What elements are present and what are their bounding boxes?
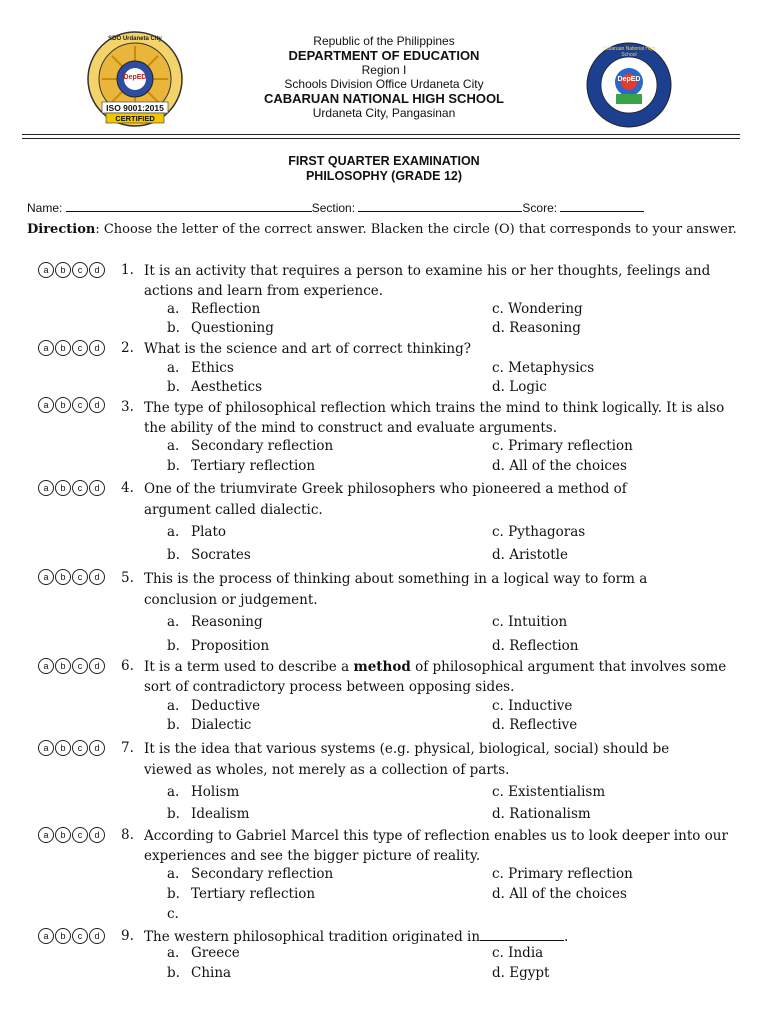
- option-b: b. Proposition: [167, 638, 270, 654]
- option-b: b. Questioning: [167, 320, 274, 336]
- option-d: d. Egypt: [492, 965, 550, 981]
- student-info-row: [27, 200, 644, 215]
- question-number: 9.: [121, 928, 134, 944]
- option-b-text: Socrates: [191, 547, 251, 563]
- question-number: 2.: [121, 340, 134, 356]
- score-label: Score:: [522, 201, 558, 215]
- name-field[interactable]: [66, 200, 312, 212]
- seal-badge-text: DepED: [123, 74, 147, 81]
- bubble-d[interactable]: d: [89, 658, 105, 674]
- section-label: Section:: [311, 201, 356, 215]
- bubble-c[interactable]: c: [72, 340, 88, 356]
- bubble-d[interactable]: d: [89, 740, 105, 756]
- option-a-text: Reflection: [191, 301, 261, 317]
- exam-subject: PHILOSOPHY (GRADE 12): [305, 169, 463, 183]
- fill-in-blank[interactable]: [480, 928, 564, 941]
- bubble-c[interactable]: c: [72, 262, 88, 278]
- option-b-text: Dialectic: [191, 717, 252, 733]
- region-line: Region I: [361, 63, 407, 77]
- option-d: d. Logic: [492, 379, 547, 395]
- question-text: It is a term used to describe a method of philosophical argument that involves some sort of contradictory process between opposing sides.: [144, 659, 727, 695]
- division-line: Schools Division Office Urdaneta City: [284, 77, 484, 91]
- bubble-c[interactable]: c: [72, 658, 88, 674]
- option-a: a. Secondary reflection: [167, 438, 334, 454]
- option-a: a. Secondary reflection: [167, 866, 334, 882]
- option-b-text: Tertiary reflection: [191, 458, 316, 474]
- republic-line: Republic of the Philippines: [313, 34, 455, 48]
- option-d: d. Aristotle: [492, 547, 568, 563]
- bubble-a[interactable]: a: [38, 740, 54, 756]
- option-d: d. Reflective: [492, 717, 578, 733]
- school-location: Urdaneta City, Pangasinan: [312, 106, 456, 120]
- answer-bubbles-q5: [38, 569, 105, 585]
- direction-line: [27, 222, 737, 237]
- bubble-d[interactable]: d: [89, 569, 105, 585]
- score-field[interactable]: [560, 200, 644, 212]
- option-b: b. Tertiary reflection: [167, 886, 316, 902]
- option-b-text: Tertiary reflection: [191, 886, 316, 902]
- bubble-b[interactable]: b: [55, 480, 71, 496]
- question-text: One of the triumvirate Greek philosophers who pioneered a method of argument called dialectic.: [144, 481, 627, 518]
- question-text: It is the idea that various systems (e.g. physical, biological, social) should be viewed as wholes, not merely as a collection of parts.: [144, 741, 670, 778]
- option-a-text: Secondary reflection: [191, 438, 334, 454]
- option-b: b. Aesthetics: [167, 379, 263, 395]
- option-a: a. Plato: [167, 524, 227, 540]
- question-text: What is the science and art of correct thinking?: [144, 341, 471, 357]
- bubble-c[interactable]: c: [72, 740, 88, 756]
- bubble-d[interactable]: d: [89, 827, 105, 843]
- bubble-b[interactable]: b: [55, 262, 71, 278]
- option-d: d. Reasoning: [492, 320, 581, 336]
- bubble-a[interactable]: a: [38, 827, 54, 843]
- option-a: a. Greece: [167, 945, 240, 961]
- school-name: CABARUAN NATIONAL HIGH SCHOOL: [263, 91, 504, 106]
- school-seal-ring-text: Cabaruan National High School: [602, 46, 656, 58]
- bubble-d[interactable]: d: [89, 928, 105, 944]
- option-a: a. Reflection: [167, 301, 261, 317]
- option-d: d. Rationalism: [492, 806, 591, 822]
- name-label: Name:: [27, 201, 63, 215]
- option-b-text: Aesthetics: [191, 379, 263, 395]
- option-b-text: Idealism: [191, 806, 250, 822]
- option-b: b. Socrates: [167, 547, 251, 563]
- question-number: 7.: [121, 740, 134, 756]
- bubble-b[interactable]: b: [55, 340, 71, 356]
- bubble-b[interactable]: b: [55, 740, 71, 756]
- bubble-c[interactable]: c: [72, 569, 88, 585]
- question-number: 3.: [121, 399, 134, 415]
- bubble-a[interactable]: a: [38, 480, 54, 496]
- answer-bubbles-q6: [38, 658, 105, 674]
- school-seal-badge: DepED: [617, 76, 641, 83]
- option-b-text: Proposition: [191, 638, 270, 654]
- option-a: a. Ethics: [167, 360, 234, 376]
- option-c: c. Primary reflection: [492, 866, 633, 882]
- answer-bubbles-q7: [38, 740, 105, 756]
- bubble-a[interactable]: a: [38, 262, 54, 278]
- bubble-d[interactable]: d: [89, 397, 105, 413]
- stray-option-c: c.: [167, 906, 179, 922]
- bubble-b[interactable]: b: [55, 827, 71, 843]
- option-a-text: Ethics: [191, 360, 234, 376]
- keyword-method: method: [353, 659, 411, 675]
- answer-bubbles-q8: [38, 827, 105, 843]
- header-divider-bottom: [22, 138, 740, 139]
- option-b-text: China: [191, 965, 232, 981]
- option-a: a. Holism: [167, 784, 240, 800]
- bubble-b[interactable]: b: [55, 928, 71, 944]
- option-c: c. Inductive: [492, 698, 573, 714]
- bubble-b[interactable]: b: [55, 569, 71, 585]
- option-c: c. Existentialism: [492, 784, 606, 800]
- iso-label: ISO 9001:2015: [106, 103, 164, 113]
- header-divider-top: [22, 134, 740, 135]
- option-b: b. Tertiary reflection: [167, 458, 316, 474]
- option-a-text: Reasoning: [191, 614, 263, 630]
- option-d: d. All of the choices: [492, 886, 627, 902]
- question-number: 4.: [121, 480, 134, 496]
- question-number: 8.: [121, 827, 134, 843]
- bubble-b[interactable]: b: [55, 658, 71, 674]
- bubble-a[interactable]: a: [38, 658, 54, 674]
- bubble-c[interactable]: c: [72, 827, 88, 843]
- option-c: c. Intuition: [492, 614, 568, 630]
- bubble-a[interactable]: a: [38, 928, 54, 944]
- answer-bubbles-q1: [38, 262, 105, 278]
- answer-bubbles-q9: [38, 928, 105, 944]
- certified-label: CERTIFIED: [115, 114, 155, 123]
- bubble-c[interactable]: c: [72, 480, 88, 496]
- bubble-d[interactable]: d: [89, 262, 105, 278]
- option-d: d. All of the choices: [492, 458, 627, 474]
- bubble-b[interactable]: b: [55, 397, 71, 413]
- bubble-a[interactable]: a: [38, 397, 54, 413]
- question-text: It is an activity that requires a person to examine his or her thoughts, feelings and actions and learn from experience.: [144, 263, 711, 299]
- bubble-c[interactable]: c: [72, 928, 88, 944]
- answer-bubbles-q2: [38, 340, 105, 356]
- question-text: According to Gabriel Marcel this type of reflection enables us to look deeper into our experiences and see the bigger picture of reality.: [144, 828, 728, 864]
- option-a-text: Holism: [191, 784, 240, 800]
- question-number: 1.: [121, 262, 134, 278]
- school-seal-logo: [586, 42, 672, 128]
- bubble-a[interactable]: a: [38, 340, 54, 356]
- question-text: The type of philosophical reflection which trains the mind to think logically. It is also the ability of the mind to construct and evaluate arguments.: [144, 400, 725, 436]
- direction-text: : Choose the letter of the correct answer. Blacken the circle (O) that corresponds to your answer.: [95, 222, 737, 237]
- option-c: c. Wondering: [492, 301, 583, 317]
- section-field[interactable]: [358, 200, 522, 212]
- option-a-text: Secondary reflection: [191, 866, 334, 882]
- option-c: c. Primary reflection: [492, 438, 633, 454]
- option-a: a. Reasoning: [167, 614, 263, 630]
- department-line: DEPARTMENT OF EDUCATION: [288, 48, 480, 63]
- option-b: b. Dialectic: [167, 717, 252, 733]
- bubble-d[interactable]: d: [89, 340, 105, 356]
- option-a-text: Greece: [191, 945, 240, 961]
- option-b-text: Questioning: [191, 320, 274, 336]
- seal-ring-text: SDO Urdaneta City: [108, 36, 162, 42]
- option-c: c. India: [492, 945, 544, 961]
- question-number: 6.: [121, 658, 134, 674]
- answer-bubbles-q4: [38, 480, 105, 496]
- option-b: b. China: [167, 965, 232, 981]
- option-c: c. Metaphysics: [492, 360, 595, 376]
- answer-bubbles-q3: [38, 397, 105, 413]
- direction-label: Direction: [27, 222, 96, 237]
- bubble-a[interactable]: a: [38, 569, 54, 585]
- question-text: The western philosophical tradition originated in .: [144, 929, 569, 945]
- exam-title: FIRST QUARTER EXAMINATION: [288, 154, 480, 168]
- option-b: b. Idealism: [167, 806, 250, 822]
- option-a-text: Plato: [191, 524, 227, 540]
- question-text: This is the process of thinking about something in a logical way to form a conclusion or judgement.: [144, 571, 648, 608]
- bubble-c[interactable]: c: [72, 397, 88, 413]
- option-a: a. Deductive: [167, 698, 261, 714]
- option-d: d. Reflection: [492, 638, 579, 654]
- question-number: 5.: [121, 570, 134, 586]
- option-c: c. Pythagoras: [492, 524, 586, 540]
- bubble-d[interactable]: d: [89, 480, 105, 496]
- option-a-text: Deductive: [191, 698, 261, 714]
